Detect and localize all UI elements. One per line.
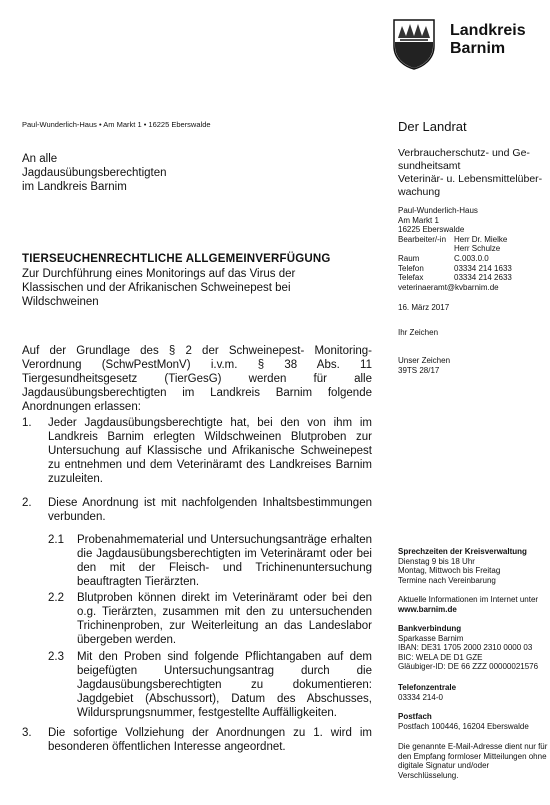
list-item: Blutproben können direkt im Veterinäramt oder bei den o.g. Tierärzten, zusammen mit den zu untersuchenden Trichinenproben, zur Weiterleitung an das Landeslabor übergeben werden. [77, 592, 372, 646]
sender-line: Paul-Wunderlich-Haus • Am Markt 1 • 16225 Eberswalde [22, 120, 211, 129]
email-link[interactable]: veterinaeramt@kvbarnim.de [398, 282, 499, 292]
intro-paragraph: Auf der Grundlage des § 2 der Schweinepest- Monitoring- Verordnung (SchwPestMonV) i.v.m. § 38 Abs. 11 Tiergesundheitsgesetz (TierGesG) werden für alle Jagdausübungsberechtigten im Landkreis Barnim folgende Anordnungen erlassen: [22, 345, 372, 413]
list-item: Diese Anordnung ist mit nachfolgenden Inhaltsbestimmungen verbunden. [48, 497, 372, 523]
subitem-number: 2.3 [48, 651, 64, 663]
contact-row: Telefon 03334 214 1633 [398, 263, 512, 273]
website-link[interactable]: www.barnim.de [398, 604, 457, 614]
contact-row: Bearbeiter/-in Herr Dr. Mielke [398, 234, 508, 244]
coat-of-arms-icon [392, 18, 436, 70]
authority-address: Paul-Wunderlich-Haus Am Markt 1 16225 Eberswalde Bearbeiter/-in Herr Dr. Mielke Herr Schulze Raum C.003.0.0 Telefon 03334 214 1633 Telefax 03334 214 2633 veterinaeramt@kvbarnim.de [398, 206, 548, 292]
list-item: Mit den Proben sind folgende Pflichtangaben auf dem beigefügten Untersuchungsantrag durch die Jagdausübungsberechtigten zu dokumentieren: Jagdgebiet (Abschussort), Datum des Abschusses, Wildursprungsnummer, festgestellte Auffälligkeiten. [77, 651, 372, 719]
letter-title: TIERSEUCHENRECHTLICHE ALLGEMEINVERFÜGUNG [22, 253, 331, 265]
list-item: Die sofortige Vollziehung der Anordnungen zu 1. wird im besonderen öffentlichen Interesse angeordnet. [48, 727, 372, 753]
subitem-number: 2.2 [48, 592, 64, 604]
office-hours: Sprechzeiten der Kreisverwaltung Dienstag 9 bis 18 Uhr Montag, Mittwoch bis Freitag Termine nach Vereinbarung [398, 547, 527, 585]
post-box: Postfach Postfach 100446, 16204 Eberswalde [398, 712, 529, 731]
contact-row: Telefax 03334 214 2633 [398, 273, 512, 283]
subitem-number: 2.1 [48, 534, 64, 546]
ihr-zeichen-label: Ihr Zeichen [398, 328, 439, 337]
authority-title: Der Landrat [398, 119, 467, 134]
item-number: 3. [22, 727, 32, 739]
internet-info: Aktuelle Informationen im Internet unter www.barnim.de [398, 595, 539, 614]
phone-central: Telefonzentrale 03334 214-0 [398, 683, 457, 702]
email-note: Die genannte E-Mail-Adresse dient nur für den Empfang formloser Mitteilungen ohne digitale Signatur und/oder Verschlüsselung. [398, 742, 548, 780]
brand-name: Landkreis Barnim [450, 22, 526, 57]
contact-row: Herr Schulze [454, 244, 501, 254]
list-item: Jeder Jagdausübungsberechtigte hat, bei den von ihm im Landkreis Barnim erlegten Wildschweinen Blutproben zur Untersuchung auf Klassische und Afrikanische Schweinepest zu entnehmen und dem Veterinäramt des Landkreises Barnim zuzuleiten. [48, 417, 372, 485]
item-number: 2. [22, 497, 32, 509]
department-name: Verbraucherschutz- und Ge- sundheitsamt Veterinär- u. Lebensmittelüber- wachung [398, 147, 543, 198]
unser-zeichen: Unser Zeichen 39TS 28/17 [398, 356, 451, 375]
bank-details: Bankverbindung Sparkasse Barnim IBAN: DE31 1705 2000 2310 0000 03 BIC: WELA DE D1 GZE Gläubiger-ID: DE 66 ZZZ 00000021576 [398, 624, 539, 671]
contact-row: Raum C.003.0.0 [398, 253, 489, 263]
list-item: Probenahmematerial und Untersuchungsanträge erhalten die Jagdausübungsberechtigten im Veterinäramt oder bei den mit der Fleisch- und Trichinenuntersuchung beauftragten Tierärzten. [77, 534, 372, 588]
letter-date: 16. März 2017 [398, 303, 450, 312]
item-number: 1. [22, 417, 32, 429]
recipient-block: An alle Jagdausübungsberechtigten im Landkreis Barnim [22, 153, 167, 193]
letter-subtitle: Zur Durchführung eines Monitorings auf das Virus der Klassischen und der Afrikanischen Schweinepest bei Wildschweinen [22, 268, 296, 308]
